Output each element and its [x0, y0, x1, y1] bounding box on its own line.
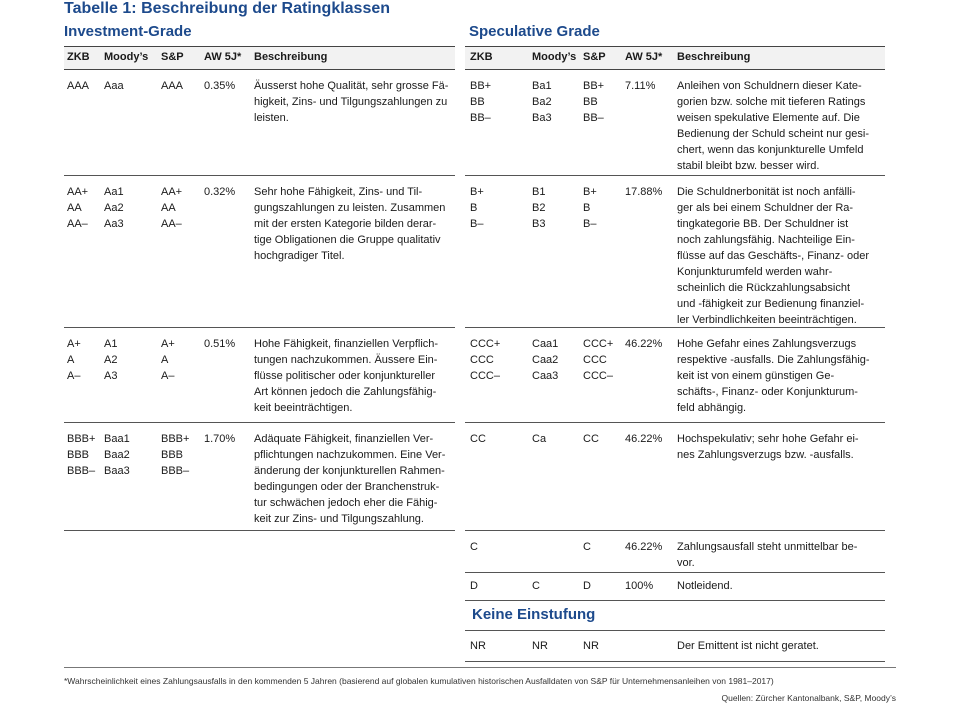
description-cell: Hohe Fähigkeit, finanziellen Verpflich- tungen nachzukommen. Äussere Ein- flüsse politischer oder konjunktureller Art können jedoch die Zahlungsfähig- keit beeinträchtigen.: [254, 338, 439, 414]
moodys-cell: Ba1 Ba2 Ba3: [532, 80, 552, 124]
sp-cell: AAA: [161, 80, 184, 92]
col-moodys: Moody’s: [532, 51, 577, 63]
aw-cell: 1.70%: [204, 433, 236, 445]
table-row: [64, 423, 455, 531]
sp-cell: NR: [583, 640, 599, 652]
col-sp: S&P: [161, 51, 184, 63]
sp-cell: CC: [583, 433, 599, 445]
table-row: [465, 328, 885, 423]
table-row: [465, 531, 885, 573]
keine-einstufung-heading: Keine Einstufung: [472, 606, 596, 623]
table-row: [465, 176, 885, 328]
description-cell: Die Schuldnerbonität ist noch anfälli- ger als bei einem Schuldner der Ra- tingkategorie BB. Der Schuldner ist noch zahlungsfähig. Nachteilige Ein- flüsse auf das Geschäfts-, Finanz- oder Konjunkturumfeld werden wahr- scheinlich die Rückzahlungsabsicht und -fähigkeit zur Bedienung finanziel- ler Verbindlichkeiten beeinträchtigen.: [677, 186, 869, 326]
description-cell: Äusserst hohe Qualität, sehr grosse Fä- higkeit, Zins- und Tilgungszahlungen zu leisten.: [254, 80, 449, 124]
table-row: [64, 328, 455, 423]
sp-cell: BBB+ BBB BBB–: [161, 433, 190, 477]
sp-cell: B+ B B–: [583, 186, 597, 230]
aw-cell: 17.88%: [625, 186, 663, 198]
description-cell: Sehr hohe Fähigkeit, Zins- und Til- gungszahlungen zu leisten. Zusammen mit der ersten Kategorie bilden derar- tige Obligationen die Gruppe qualitativ hochgradiger Titel.: [254, 186, 446, 262]
investment-grade-table: [64, 46, 455, 531]
footnote-divider: [64, 667, 896, 668]
moodys-cell: Aaa: [104, 80, 124, 92]
col-moodys: Moody’s: [104, 51, 149, 63]
aw-cell: 46.22%: [625, 338, 663, 350]
table-row: [64, 176, 455, 328]
investment-grade-heading: Investment-Grade: [64, 23, 192, 40]
sp-cell: A+ A A–: [161, 338, 175, 382]
col-sp: S&P: [583, 51, 606, 63]
zkb-cell: BBB+ BBB BBB–: [67, 433, 96, 477]
zkb-cell: D: [470, 580, 478, 592]
zkb-cell: A+ A A–: [67, 338, 81, 382]
zkb-cell: CCC+ CCC CCC–: [470, 338, 501, 382]
zkb-cell: NR: [470, 640, 486, 652]
zkb-cell: CC: [470, 433, 486, 445]
description-cell: Adäquate Fähigkeit, finanziellen Ver- pflichtungen nachzukommen. Eine Ver- änderung der konjunkturellen Rahmen- bedingungen oder der Branchenstruk- tur schwächen jedoch eher die Fähig- keit zur Zins- und Tilgungszahlung.: [254, 433, 446, 525]
table-row: [465, 630, 885, 662]
table-row: [465, 70, 885, 176]
description-cell: Zahlungsausfall steht unmittelbar be- vor.: [677, 541, 858, 569]
aw-cell: 0.32%: [204, 186, 236, 198]
zkb-cell: C: [470, 541, 478, 553]
aw-cell: 46.22%: [625, 433, 663, 445]
moodys-cell: Aa1 Aa2 Aa3: [104, 186, 124, 230]
moodys-cell: Ca: [532, 433, 547, 445]
table-row: [64, 70, 455, 176]
moodys-cell: C: [532, 580, 540, 592]
aw-cell: 0.35%: [204, 80, 236, 92]
moodys-cell: Caa1 Caa2 Caa3: [532, 338, 559, 382]
col-zkb: ZKB: [470, 51, 493, 63]
moodys-cell: A1 A2 A3: [104, 338, 118, 382]
col-beschreibung: Beschreibung: [677, 51, 751, 63]
description-cell: Hohe Gefahr eines Zahlungsverzugs respektive -ausfalls. Die Zahlungsfähig- keit ist von einem günstigen Ge- schäfts-, Finanz- oder Konjunkturum- feld abhängig.: [677, 338, 870, 414]
moodys-cell: B1 B2 B3: [532, 186, 546, 230]
col-zkb: ZKB: [67, 51, 90, 63]
keine-einstufung-heading-row: [465, 601, 885, 630]
description-cell: Hochspekulativ; sehr hohe Gefahr ei- nes Zahlungsverzugs bzw. -ausfalls.: [677, 433, 859, 461]
sp-cell: D: [583, 580, 591, 592]
zkb-cell: BB+ BB BB–: [470, 80, 492, 124]
source-note: Quellen: Zürcher Kantonalbank, S&P, Moody’s: [721, 693, 896, 703]
investment-header-row: [64, 46, 455, 70]
aw-cell: 100%: [625, 580, 654, 592]
aw-cell: 7.11%: [625, 80, 656, 92]
moodys-cell: NR: [532, 640, 548, 652]
moodys-cell: Baa1 Baa2 Baa3: [104, 433, 130, 477]
sp-cell: C: [583, 541, 591, 553]
aw-cell: 46.22%: [625, 541, 663, 553]
sp-cell: AA+ AA AA–: [161, 186, 183, 230]
col-aw5j: AW 5J*: [204, 51, 242, 63]
aw-cell: 0.51%: [204, 338, 236, 350]
description-cell: Der Emittent ist nicht geratet.: [677, 640, 819, 652]
table-row: [465, 423, 885, 531]
speculative-grade-table: [465, 46, 885, 662]
sp-cell: CCC+ CCC CCC–: [583, 338, 614, 382]
speculative-header-row: [465, 46, 885, 70]
zkb-cell: B+ B B–: [470, 186, 484, 230]
description-cell: Notleidend.: [677, 580, 733, 592]
table-row: [465, 573, 885, 601]
footnote: *Wahrscheinlichkeit eines Zahlungsausfalls in den kommenden 5 Jahren (basierend auf globalen kumulativen historischen Ausfalldaten von S&P für Unternehmensanleihen von 1981–2017): [64, 676, 774, 686]
table-title: Tabelle 1: Beschreibung der Ratingklassen: [64, 0, 391, 17]
description-cell: Anleihen von Schuldnern dieser Kate- gorien bzw. solche mit tieferen Ratings weisen spekulative Elemente auf. Die Bedienung der Schuld scheint nur gesi- chert, wenn das konjunkturelle Umfeld stabil bleibt bzw. besser wird.: [677, 80, 870, 172]
speculative-grade-heading: Speculative Grade: [469, 23, 600, 40]
col-beschreibung: Beschreibung: [254, 51, 328, 63]
sp-cell: BB+ BB BB–: [583, 80, 605, 124]
zkb-cell: AAA: [67, 80, 90, 92]
zkb-cell: AA+ AA AA–: [67, 186, 89, 230]
col-aw5j: AW 5J*: [625, 51, 663, 63]
